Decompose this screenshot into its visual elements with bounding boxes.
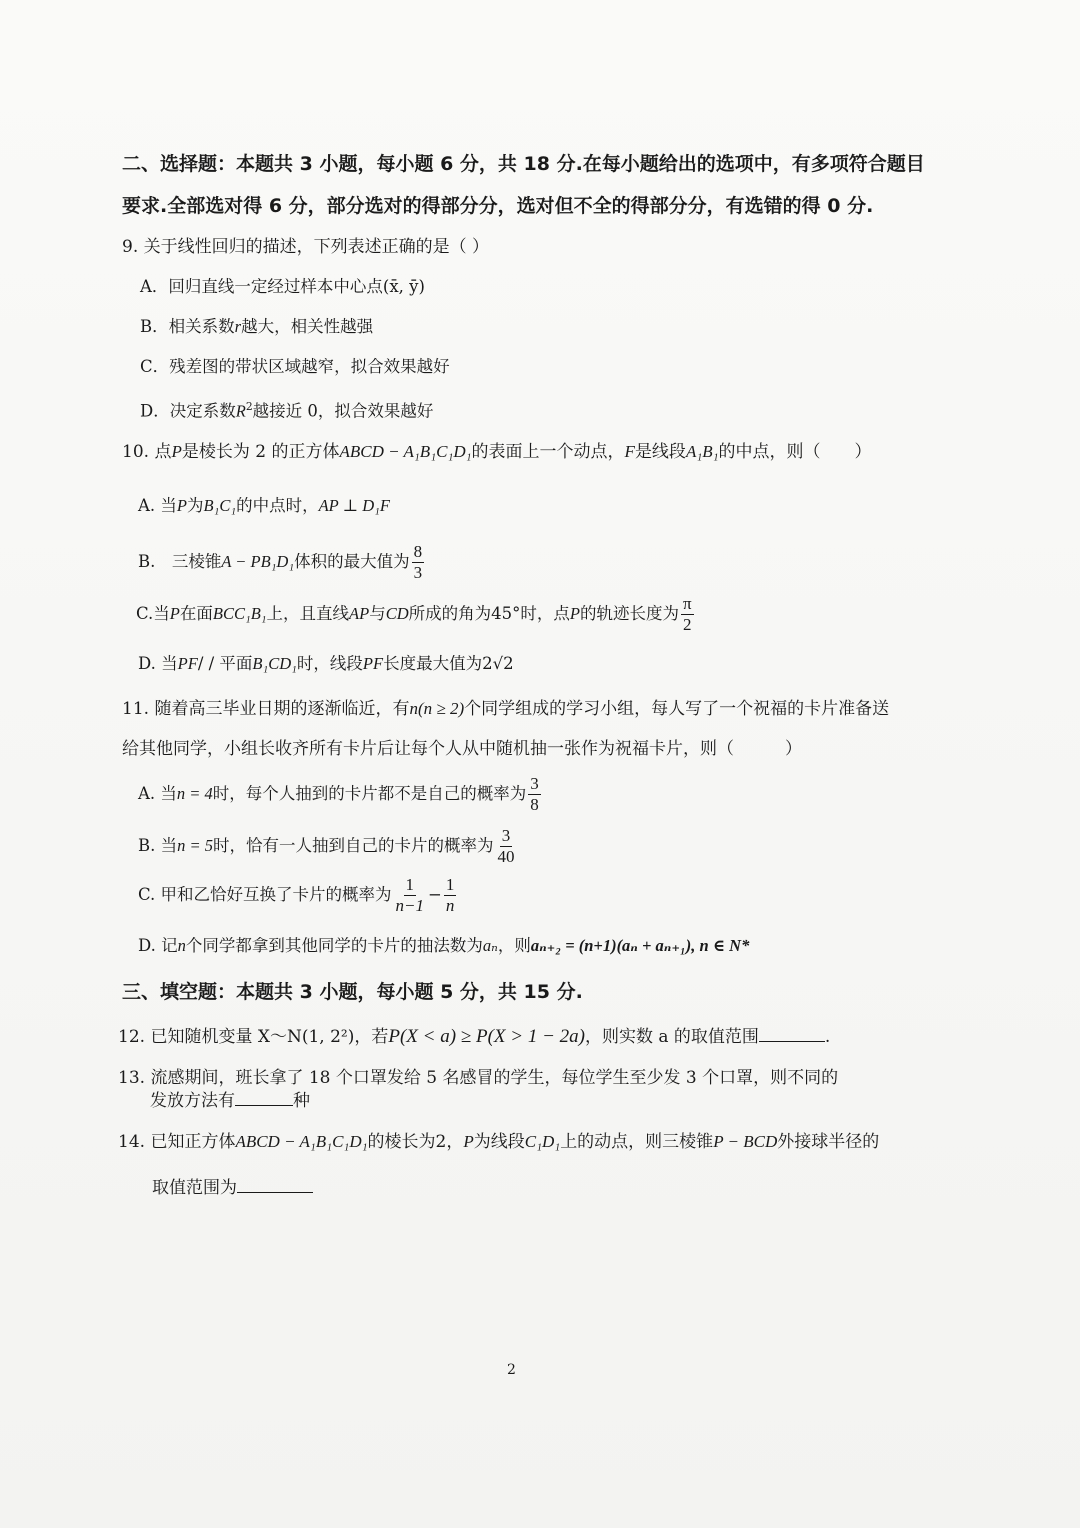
option-text: A. 当 — [138, 784, 177, 803]
question-10-option-d — [138, 652, 514, 676]
var-P: P — [171, 442, 182, 461]
numerator: 3 — [501, 826, 511, 845]
perpendicular-relation: AP ⊥ D₁F — [318, 496, 390, 515]
answer-blank[interactable] — [759, 1025, 825, 1042]
question-10-stem — [122, 440, 872, 464]
option-text: / / 平面 — [197, 654, 253, 673]
answer-blank[interactable] — [235, 1089, 293, 1106]
question-11-option-d — [138, 934, 749, 958]
fraction — [496, 826, 517, 867]
stem-text: 种 — [293, 1091, 310, 1111]
face-label: BCC₁B₁ — [212, 604, 267, 623]
question-11-option-c — [138, 873, 458, 917]
denominator: n — [445, 896, 455, 915]
segment-label: A₁B₁ — [685, 442, 719, 461]
cube-label: ABCD − A₁B₁C₁D₁ — [235, 1132, 368, 1151]
page-number: 2 — [507, 1362, 516, 1378]
section-heading-multiple-choice-rules: 要求.全部选对得 6 分，部分选对的得部分分，选对但不全的得部分分，有选错的得 0 分. — [122, 195, 874, 217]
numerator: π — [682, 594, 692, 613]
question-11-option-a — [138, 772, 543, 816]
numerator: 1 — [405, 875, 415, 894]
option-text: A. 当 — [138, 496, 177, 515]
question-9-option-c: C．残差图的带状区域越窄，拟合效果越好 — [140, 357, 450, 376]
option-text: 个同学都拿到其他同学的卡片的抽法数为 — [185, 936, 483, 955]
question-11-stem-line2: 给其他同学，小组长收齐所有卡片后让每个人从中随机抽一张作为祝福卡片，则（ ） — [122, 739, 802, 759]
stem-text: 的表面上一个动点， — [471, 442, 625, 462]
question-11-stem-line1 — [122, 697, 889, 721]
stem-text: 上的动点，则三棱锥 — [560, 1132, 714, 1152]
option-text: D. 当 — [138, 654, 178, 673]
var-R: R — [235, 401, 246, 421]
var-P: P — [176, 496, 187, 515]
var-n: n — [177, 936, 186, 955]
question-10-option-a — [138, 494, 390, 518]
numerator: 1 — [445, 875, 455, 894]
var-P: P — [463, 1132, 474, 1151]
stem-text: ，则实数 a 的取值范围 — [584, 1027, 759, 1047]
question-9-option-a: A．回归直线一定经过样本中心点(x̄, ȳ) — [140, 277, 425, 296]
minus-sign: − — [428, 885, 442, 904]
option-text: 越大，相关性越强 — [241, 317, 374, 336]
angle-value: 45° — [491, 604, 521, 623]
option-text: 时，点 — [520, 604, 570, 623]
question-13-line2 — [150, 1089, 310, 1113]
tetrahedron-label: P − BCD — [713, 1132, 778, 1151]
stem-text: 的棱长为2， — [367, 1132, 464, 1152]
option-text: 的中点时， — [236, 496, 319, 515]
stem-text: 是棱长为 2 的正方体 — [181, 442, 340, 462]
stem-text: 为线段 — [473, 1132, 525, 1152]
line-label: AP — [349, 604, 370, 623]
denominator: 2 — [683, 615, 692, 634]
var-P: P — [169, 604, 180, 623]
option-text: D. 记 — [138, 936, 178, 955]
question-10-option-c — [136, 592, 696, 636]
var-an: aₙ — [482, 936, 498, 955]
fraction — [444, 875, 457, 916]
stem-text: 发放方法有 — [150, 1091, 235, 1111]
var-P: P — [569, 604, 580, 623]
section-heading-fill-in: 三、填空题：本题共 3 小题，每小题 5 分，共 15 分. — [122, 981, 583, 1003]
option-text: 时，恰有一人抽到自己的卡片的概率为 — [213, 836, 494, 855]
option-text: D．决定系数 — [140, 401, 236, 421]
stem-text: 外接球半径的 — [777, 1132, 880, 1152]
option-text: 上，且直线 — [266, 604, 350, 623]
stem-text: 的中点，则（ ） — [718, 442, 872, 462]
var-F: F — [624, 442, 635, 461]
option-text: C. 甲和乙恰好互换了卡片的概率为 — [138, 885, 392, 904]
condition: n = 5 — [177, 836, 214, 855]
option-text: ，则 — [497, 936, 531, 955]
fraction — [394, 875, 426, 916]
segment-label: B₁C₁ — [203, 496, 237, 515]
tetrahedron-label: A − PB₁D₁ — [221, 552, 295, 571]
line-label: CD — [385, 604, 409, 623]
stem-text: 是线段 — [634, 442, 686, 462]
var-r: r — [234, 317, 242, 336]
option-text: 的轨迹长度为 — [579, 604, 679, 623]
var-n: n — [409, 699, 418, 718]
option-text: 时，线段 — [296, 654, 363, 673]
question-14-line2 — [152, 1176, 313, 1200]
question-14-line1 — [118, 1130, 879, 1154]
option-text: 时，每个人抽到的卡片都不是自己的概率为 — [212, 784, 527, 803]
option-text: 在面 — [179, 604, 213, 623]
option-text: B. 三棱锥 — [138, 552, 222, 571]
option-text: 越接近 0，拟合效果越好 — [252, 401, 434, 421]
probability-inequality: P(X < a) ≥ P(X > 1 − 2a) — [388, 1026, 585, 1047]
option-text: B. 当 — [138, 836, 178, 855]
denominator: 8 — [530, 795, 539, 814]
plane-label: B₁CD₁ — [252, 654, 297, 673]
numerator: 8 — [413, 542, 423, 561]
stem-text: 个同学组成的学习小组，每人写了一个祝福的卡片准备送 — [464, 699, 890, 719]
question-9-stem: 9. 关于线性回归的描述，下列表述正确的是（ ） — [122, 237, 490, 257]
denominator: 40 — [497, 847, 515, 866]
stem-text: 10. 点 — [122, 442, 172, 462]
option-text: 体积的最大值为 — [294, 552, 410, 571]
option-text: 长度最大值为 — [383, 654, 483, 673]
option-text: 所成的角为 — [408, 604, 492, 623]
cube-label: ABCD − A₁B₁C₁D₁ — [339, 442, 472, 461]
segment-label: PF — [177, 654, 198, 673]
question-12 — [118, 1025, 830, 1049]
period: . — [824, 1027, 831, 1047]
question-9-option-b — [140, 315, 373, 339]
answer-blank[interactable] — [237, 1176, 313, 1193]
stem-text: 取值范围为 — [152, 1178, 237, 1198]
stem-text: 12. 已知随机变量 X～N(1, 2²)，若 — [118, 1027, 389, 1047]
question-9-option-d — [140, 395, 433, 423]
stem-text: 11. 随着高三毕业日期的逐渐临近，有 — [122, 699, 410, 719]
question-13-line1: 13. 流感期间，班长拿了 18 个口罩发给 5 名感冒的学生，每位学生至少发 3 个口罩，则不同的 — [118, 1068, 839, 1088]
segment-label: PF — [362, 654, 384, 673]
option-text: 为 — [187, 496, 204, 515]
option-text: 与 — [369, 604, 386, 623]
recurrence-formula: aₙ₊₂ = (n+1)(aₙ + aₙ₊₁), n ∈ N* — [530, 936, 750, 955]
numerator: 3 — [530, 774, 539, 793]
option-text: B．相关系数 — [140, 317, 235, 336]
section-heading-multiple-choice: 二、选择题：本题共 3 小题，每小题 6 分，共 18 分.在每小题给出的选项中，有多项符合题目 — [122, 153, 925, 175]
superscript: 2 — [245, 400, 253, 413]
condition: (n ≥ 2) — [417, 699, 465, 718]
fraction — [528, 774, 541, 815]
option-text: C.当 — [136, 604, 170, 623]
denominator: 3 — [413, 563, 423, 582]
condition: n = 4 — [176, 784, 213, 803]
stem-text: 14. 已知正方体 — [118, 1132, 236, 1152]
fraction — [412, 542, 425, 583]
max-length-value: 2√2 — [482, 654, 514, 673]
segment-label: C₁D₁ — [524, 1132, 561, 1151]
question-11-option-b — [138, 824, 519, 868]
question-10-option-b — [138, 540, 426, 584]
denominator: n−1 — [395, 896, 425, 915]
fraction — [681, 594, 694, 635]
